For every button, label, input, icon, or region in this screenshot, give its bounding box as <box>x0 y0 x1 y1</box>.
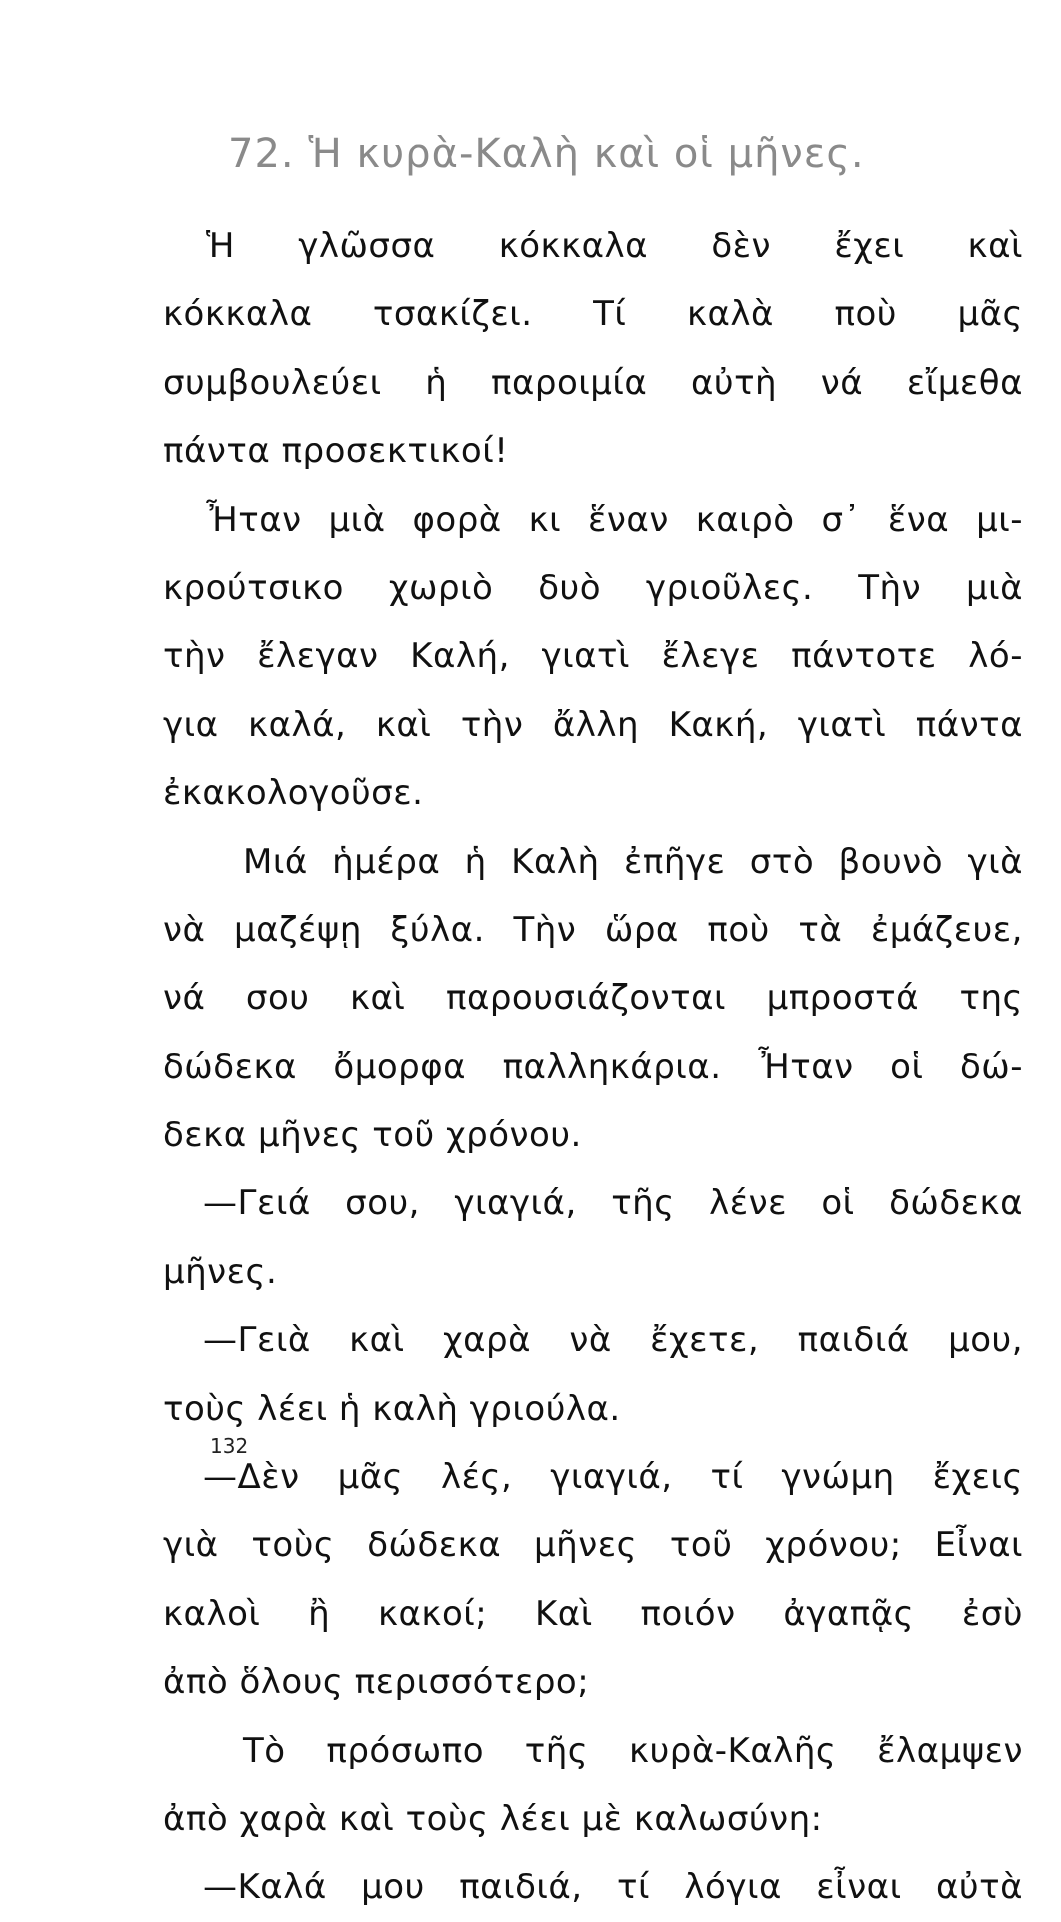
text-line: τὴν ἔλεγαν Καλή, γιατὶ ἔλεγε πάντοτε λό- <box>163 636 1023 677</box>
text-line: ἐκακολογοῦσε. <box>163 773 424 814</box>
text-line: Μιά ἡμέρα ἡ Καλὴ ἐπῆγε στὸ βουνὸ γιὰ <box>243 841 1023 882</box>
text-line: νὰ μαζέψῃ ξύλα. Τὴν ὥρα ποὺ τὰ ἐμάζευε, <box>163 909 1023 950</box>
text-line: κόκκαλα τσακίζει. Τί καλὰ ποὺ μᾶς <box>163 294 1023 335</box>
text-line: πάντα προσεκτικοί! <box>163 431 509 472</box>
text-line: συμβουλεύει ἡ παροιμία αὐτὴ νά εἴμεθα <box>163 362 1023 403</box>
page-number: 132 <box>210 1434 249 1458</box>
text-line: γιὰ τοὺς δώδεκα μῆνες τοῦ χρόνου; Εἶναι <box>163 1525 1023 1566</box>
text-line: δώδεκα ὄμορφα παλληκάρια. Ἦταν οἱ δώ- <box>163 1046 1023 1087</box>
text-line: τοὺς λέει ἡ καλὴ γριούλα. <box>163 1388 621 1429</box>
body-text <box>163 212 1023 1922</box>
text-line: —Γειά σου, γιαγιά, τῆς λένε οἱ δώδεκα <box>203 1183 1023 1224</box>
text-line: —Γειὰ καὶ χαρὰ νὰ ἔχετε, παιδιά μου, <box>203 1320 1023 1361</box>
text-line: Τὸ πρόσωπο τῆς κυρὰ-Καλῆς ἔλαμψεν <box>243 1730 1023 1771</box>
text-line: δεκα μῆνες τοῦ χρόνου. <box>163 1115 582 1156</box>
text-line: καλοὶ ἢ κακοί; Καὶ ποιόν ἀγαπᾷς ἐσὺ <box>163 1593 1023 1634</box>
text-line: για καλά, καὶ τὴν ἄλλη Κακή, γιατὶ πάντα <box>163 704 1023 745</box>
text-line: —Δὲν μᾶς λές, γιαγιά, τί γνώμη ἔχεις <box>203 1457 1023 1498</box>
chapter-title: 72. Ἡ κυρὰ-Καλὴ καὶ οἱ μῆνες. <box>228 131 865 177</box>
text-line: κρούτσικο χωριὸ δυὸ γριοῦλες. Τὴν μιὰ <box>163 567 1023 608</box>
text-line: ἀπὸ ὅλους περισσότερο; <box>163 1662 590 1703</box>
text-line: μῆνες. <box>163 1251 278 1292</box>
text-line: νά σου καὶ παρουσιάζονται μπροστά της <box>163 978 1023 1019</box>
text-line: ἀπὸ χαρὰ καὶ τοὺς λέει μὲ καλωσύνη: <box>163 1798 823 1839</box>
text-line: Ἦταν μιὰ φορὰ κι ἕναν καιρὸ σ᾽ ἕνα μι- <box>206 499 1023 540</box>
text-line: —Καλά μου παιδιά, τί λόγια εἶναι αὐτὰ <box>203 1867 1023 1908</box>
text-line: Ἡ γλῶσσα κόκκαλα δὲν ἔχει καὶ <box>206 226 1023 266</box>
